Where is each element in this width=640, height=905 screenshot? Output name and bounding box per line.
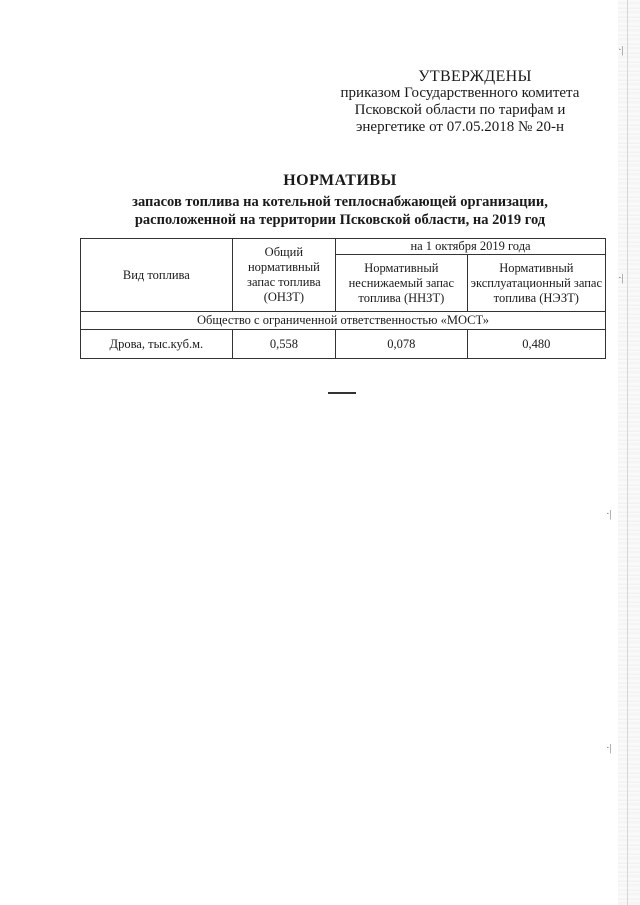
header-onzt: Общий нормативный запас топлива (ОНЗТ) [232, 239, 335, 312]
header-fuel-type: Вид топлива [81, 239, 233, 312]
header-nnzt: Нормативный неснижаемый запас топлива (ННЗТ) [336, 255, 468, 312]
header-date-group: на 1 октября 2019 года [336, 239, 606, 255]
norms-table [80, 238, 606, 359]
cell-fuel: Дрова, тыс.куб.м. [81, 330, 233, 359]
scan-artifact: ·| [618, 272, 624, 284]
cell-onzt: 0,558 [232, 330, 335, 359]
approval-line: приказом Государственного комитета [340, 85, 580, 101]
approval-line: энергетике от 07.05.2018 № 20-н [355, 119, 565, 135]
title-main: НОРМАТИВЫ [283, 172, 397, 189]
approval-heading: УТВЕРЖДЕНЫ [418, 68, 532, 85]
approval-block [300, 68, 620, 136]
organization-row: Общество с ограниченной ответственностью «МОСТ» [81, 312, 606, 330]
title-subtitle-line: расположенной на территории Псковской области, на 2019 год [134, 212, 546, 228]
table-row [81, 330, 606, 359]
scan-artifact: ·| [606, 742, 612, 754]
end-separator [328, 392, 356, 394]
cell-nnzt: 0,078 [336, 330, 468, 359]
document-title [100, 172, 580, 229]
header-nezt: Нормативный эксплуатационный запас топлива (НЭЗТ) [467, 255, 605, 312]
approval-line: Псковской области по тарифам и [354, 102, 566, 118]
cell-nezt: 0,480 [467, 330, 605, 359]
scan-edge-line [627, 0, 628, 905]
scan-edge-shading [618, 0, 640, 905]
scan-artifact: ·| [606, 508, 612, 520]
title-subtitle-line: запасов топлива на котельной теплоснабжающей организации, [132, 194, 548, 210]
scan-artifact: ·| [618, 44, 624, 56]
